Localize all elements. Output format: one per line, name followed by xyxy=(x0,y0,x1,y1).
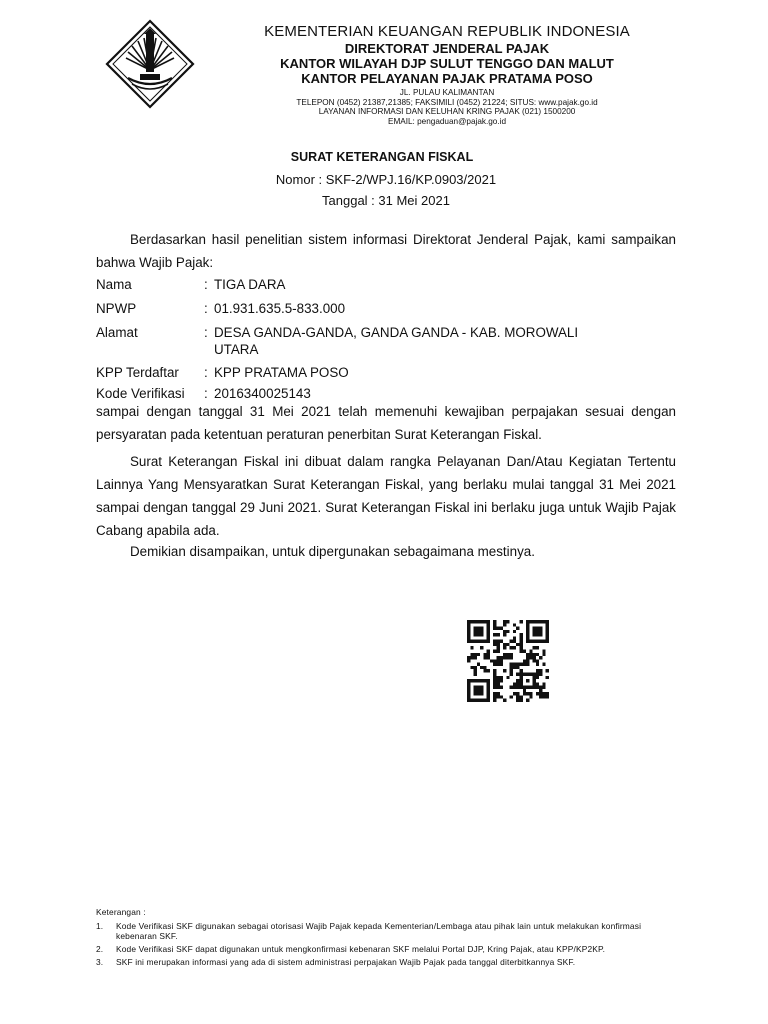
info-separator: : xyxy=(204,325,208,340)
letterhead xyxy=(212,24,682,126)
info-separator: : xyxy=(204,277,208,292)
info-separator: : xyxy=(204,301,208,316)
note-item xyxy=(96,921,676,941)
office-address: JL. PULAU KALIMANTAN xyxy=(399,88,495,97)
note-item xyxy=(96,957,676,967)
ministry-name: KEMENTERIAN KEUANGAN REPUBLIK INDONESIA xyxy=(264,23,630,40)
document-date: Tanggal : 31 Mei 2021 xyxy=(322,193,450,208)
info-value: 2016340025143 xyxy=(214,386,311,401)
directorate-name: DIREKTORAT JENDERAL PAJAK xyxy=(344,41,550,56)
info-value: TIGA DARA xyxy=(214,277,286,292)
info-value: DESA GANDA-GANDA, GANDA GANDA - KAB. MOROWALI UTARA xyxy=(214,325,579,357)
office-email: EMAIL: pengaduan@pajak.go.id xyxy=(387,116,506,126)
info-row-npwp xyxy=(96,300,619,317)
document-title: SURAT KETERANGAN FISKAL xyxy=(290,150,474,164)
info-separator: : xyxy=(204,365,208,380)
intro-paragraph: Berdasarkan hasil penelitian sistem informasi Direktorat Jenderal Pajak, kami sampaikan bahwa Wajib Pajak: xyxy=(96,232,676,270)
note-item xyxy=(96,944,676,954)
closing-paragraph: Demikian disampaikan, untuk dipergunakan sebagaimana mestinya. xyxy=(130,544,535,559)
info-value: 01.931.635.5-833.000 xyxy=(214,301,346,316)
info-label: NPWP xyxy=(96,301,137,316)
notes-heading: Keterangan : xyxy=(96,907,146,917)
qr-code-icon xyxy=(467,620,549,702)
note-text: Kode Verifikasi SKF digunakan sebagai otorisasi Wajib Pajak kepada Kementerian/Lembaga atau pihak lain untuk melakukan konfirmasi kebenaran SKF. xyxy=(116,921,642,941)
info-value: KPP PRATAMA POSO xyxy=(214,365,349,380)
info-label: Kode Verifikasi xyxy=(96,386,185,401)
info-label: KPP Terdaftar xyxy=(96,365,179,380)
tax-office-name: KANTOR PELAYANAN PAJAK PRATAMA POSO xyxy=(301,71,593,86)
note-text: SKF ini merupakan informasi yang ada di sistem administrasi perpajakan Wajib Pajak pada tanggal diterbitkannya SKF. xyxy=(116,957,576,967)
note-number: 2. xyxy=(96,944,104,954)
regional-office-name: KANTOR WILAYAH DJP SULUT TENGGO DAN MALUT xyxy=(280,56,614,71)
info-label: Nama xyxy=(96,277,132,292)
purpose-paragraph: Surat Keterangan Fiskal ini dibuat dalam rangka Pelayanan Dan/Atau Kegiatan Tertentu Lainnya Yang Mensyaratkan Surat Keterangan Fiskal, yang berlaku mulai tanggal 31 Mei 2021 sampai dengan tanggal 29 Juni 2021. Surat Keterangan Fiskal ini berlaku juga untuk Wajib Pajak Cabang apabila ada. xyxy=(96,454,676,538)
office-phone: TELEPON (0452) 21387,21385; FAKSIMILI (0452) 21224; SITUS: www.pajak.go.id xyxy=(296,97,598,107)
notes-section xyxy=(96,907,676,970)
info-row-alamat xyxy=(96,324,619,358)
note-text: Kode Verifikasi SKF dapat digunakan untuk mengkonfirmasi kebenaran SKF melalui Portal DJP, Kring Pajak, atau KPP/KP2KP. xyxy=(116,944,606,954)
document-number: Nomor : SKF-2/WPJ.16/KP.0903/2021 xyxy=(275,172,497,187)
info-row-kpp xyxy=(96,364,619,381)
taxpayer-info xyxy=(96,276,619,402)
office-service-line: LAYANAN INFORMASI DAN KELUHAN KRING PAJAK (021) 1500200 xyxy=(318,107,576,117)
info-label: Alamat xyxy=(96,325,138,340)
info-row-nama xyxy=(96,276,619,293)
note-number: 3. xyxy=(96,957,104,967)
kemenkeu-logo-icon xyxy=(104,18,196,110)
info-separator: : xyxy=(204,386,208,401)
validity-paragraph: sampai dengan tanggal 31 Mei 2021 telah memenuhi kewajiban perpajakan sesuai dengan persyaratan pada ketentuan peraturan penerbitan Surat Keterangan Fiskal. xyxy=(96,404,676,442)
note-number: 1. xyxy=(96,921,104,931)
